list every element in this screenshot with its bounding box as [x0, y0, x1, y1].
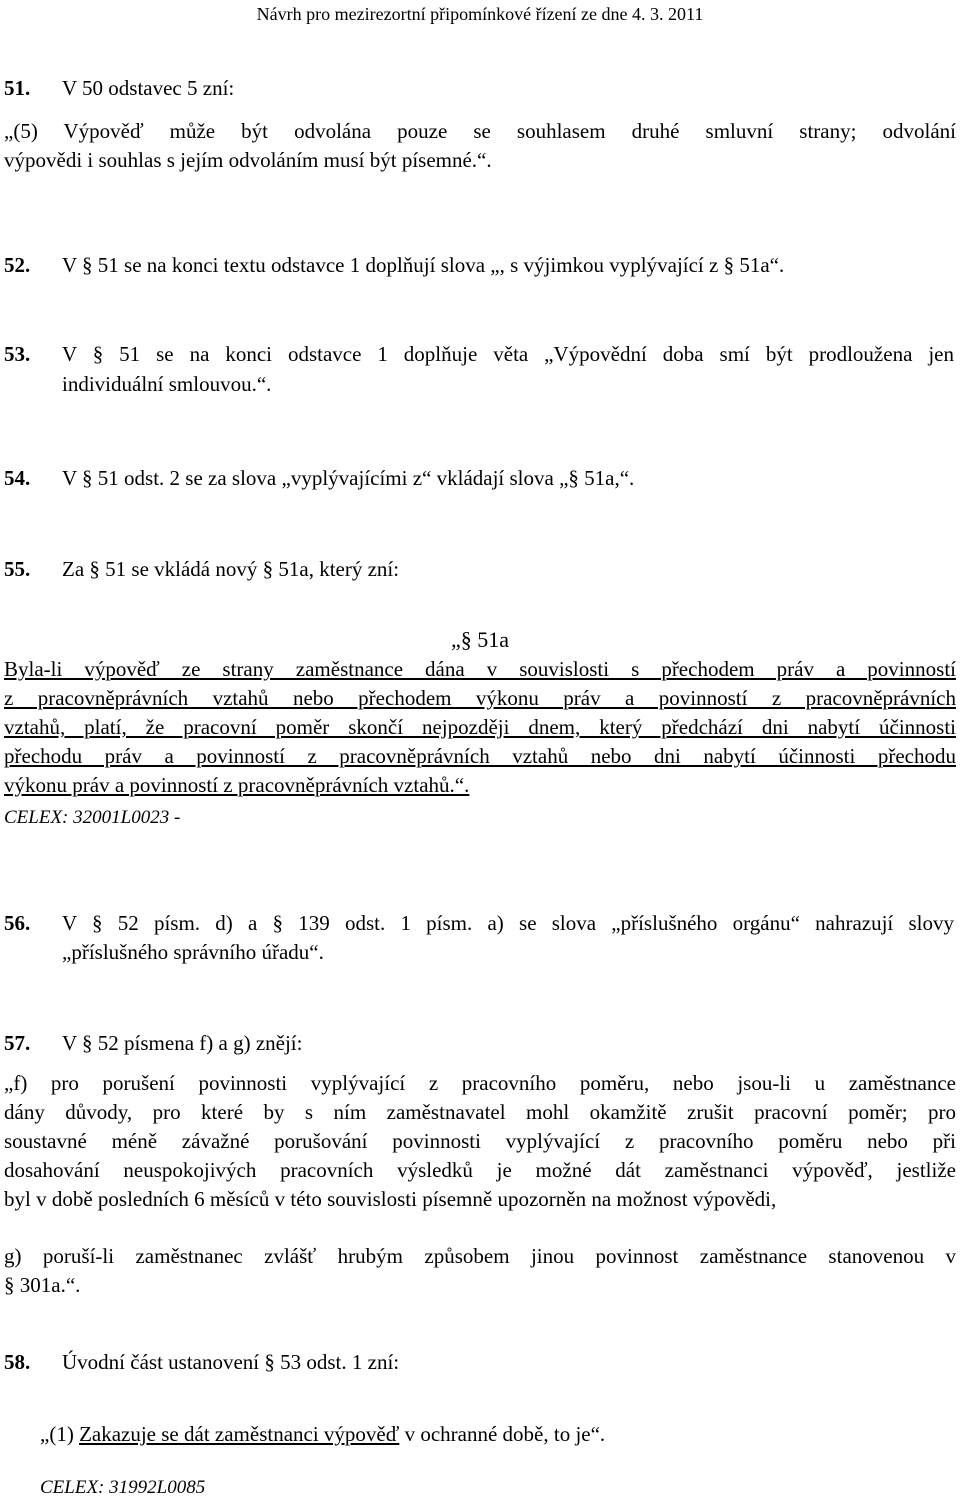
- paragraph-f-line: „f) pro porušení povinnosti vyplývající z pracovního poměru, nebo jsou-li u zaměstnance: [4, 1071, 956, 1095]
- section-body-line: Byla-li výpověď ze strany zaměstnance dána v souvislosti s přechodem práv a povinností: [4, 657, 956, 681]
- item-intro: Za § 51 se vkládá nový § 51a, který zní:: [62, 557, 400, 581]
- section-body-line: vztahů, platí, že pracovní poměr skončí nejpozději dnem, který předchází dni nabytí účinnosti: [4, 715, 956, 739]
- quote-rest: v ochranné době, to je“.: [399, 1422, 606, 1446]
- item-intro: Úvodní část ustanovení § 53 odst. 1 zní:: [62, 1350, 400, 1374]
- paragraph-f-line: dány důvody, pro které by s ním zaměstnavatel mohl okamžitě zrušit pracovní poměr; pro: [4, 1100, 956, 1124]
- item-text: V § 51 se na konci textu odstavce 1 doplňují slova „, s výjimkou vyplývající z § 51a“.: [62, 253, 785, 277]
- item-number: 56.: [4, 911, 31, 935]
- paragraph-g-line: g) poruší-li zaměstnanec zvlášť hrubým způsobem jinou povinnost zaměstnance stanovenou v: [4, 1244, 956, 1268]
- item-intro: V § 52 písmena f) a g) znějí:: [62, 1031, 303, 1055]
- quote-line: „(5) Výpověď může být odvolána pouze se souhlasem druhé smluvní strany; odvolání: [4, 119, 956, 143]
- paragraph-f-line: soustavné méně závažné porušování povinnosti vyplývající z pracovního poměru nebo při: [4, 1129, 956, 1153]
- quote-line: výpovědi i souhlas s jejím odvoláním musí být písemné.“.: [4, 148, 492, 172]
- item-text-line: „příslušného správního úřadu“.: [62, 940, 324, 964]
- celex-reference: CELEX: 31992L0085: [40, 1477, 206, 1498]
- item-number: 54.: [4, 466, 31, 490]
- item-number: 58.: [4, 1350, 31, 1374]
- item-number: 51.: [4, 76, 31, 100]
- item-number: 52.: [4, 253, 31, 277]
- section-title: „§ 51a: [450, 627, 510, 652]
- paragraph-f-line: byl v době posledních 6 měsíců v této souvislosti písemně upozorněn na možnost výpovědi,: [4, 1187, 777, 1211]
- item-text-line: V § 51 se na konci odstavce 1 doplňuje věta „Výpovědní doba smí být prodloužena jen: [62, 342, 954, 366]
- item-text: V § 51 odst. 2 se za slova „vyplývajícími z“ vkládají slova „§ 51a,“.: [62, 466, 635, 490]
- quote-open: „(1): [40, 1422, 80, 1446]
- item-text-line: V § 52 písm. d) a § 139 odst. 1 písm. a) se slova „příslušného orgánu“ nahrazují slovy: [62, 911, 954, 935]
- item-number: 57.: [4, 1031, 31, 1055]
- quote-underlined: Zakazuje se dát zaměstnanci výpověď: [79, 1422, 400, 1446]
- celex-reference: CELEX: 32001L0023 -: [4, 807, 181, 828]
- section-body-line: z pracovněprávních vztahů nebo přechodem výkonu práv a povinností z pracovněprávních: [4, 686, 956, 710]
- item-number: 53.: [4, 342, 31, 366]
- item-number: 55.: [4, 557, 31, 581]
- paragraph-f-line: dosahování neuspokojivých pracovních výsledků je možné dát zaměstnanci výpověď, jestliže: [4, 1158, 956, 1182]
- section-body-line: přechodu práv a povinností z pracovněprávních vztahů nebo dni nabytí účinnosti přechodu: [4, 744, 956, 768]
- section-body-line: výkonu práv a povinností z pracovněprávních vztahů.“.: [4, 773, 470, 797]
- document-header: Návrh pro mezirezortní připomínkové řízení ze dne 4. 3. 2011: [256, 4, 704, 24]
- item-text-line: individuální smlouvou.“.: [62, 372, 272, 396]
- item-intro: V 50 odstavec 5 zní:: [62, 76, 235, 100]
- paragraph-g-line: § 301a.“.: [4, 1273, 81, 1297]
- quote-line: [40, 1420, 605, 1449]
